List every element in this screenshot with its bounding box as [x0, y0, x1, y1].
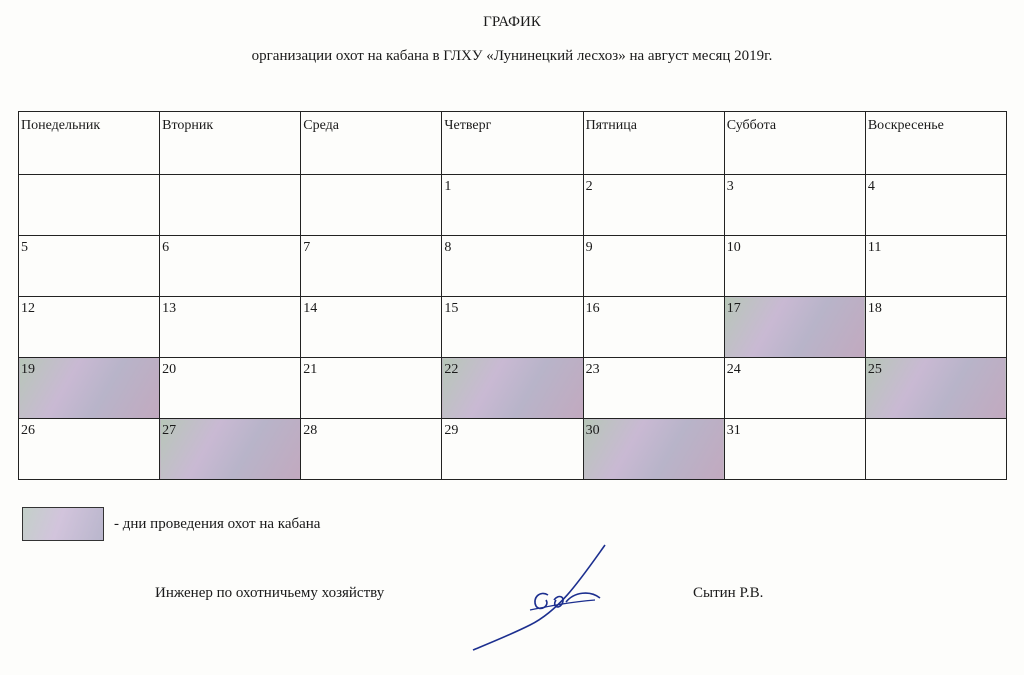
day-cell: 28 [301, 419, 442, 480]
day-cell: 31 [724, 419, 865, 480]
day-cell: 13 [160, 297, 301, 358]
day-cell: 26 [19, 419, 160, 480]
day-cell: 4 [865, 175, 1006, 236]
day-cell [301, 175, 442, 236]
day-cell: 29 [442, 419, 583, 480]
signer-name: Сытин Р.В. [693, 585, 764, 601]
day-cell: 7 [301, 236, 442, 297]
day-cell [19, 175, 160, 236]
day-cell: 21 [301, 358, 442, 419]
weekday-header-row [19, 112, 1007, 175]
weekday-header: Пятница [583, 112, 724, 175]
calendar-week-row [19, 419, 1007, 480]
document-subtitle: организации охот на кабана в ГЛХУ «Лунинецкий лесхоз» на август месяц 2019г. [251, 48, 773, 64]
day-cell: 3 [724, 175, 865, 236]
hunt-day-cell: 17 [724, 297, 865, 358]
day-cell: 1 [442, 175, 583, 236]
day-cell: 12 [19, 297, 160, 358]
calendar-week-row [19, 358, 1007, 419]
day-cell: 11 [865, 236, 1006, 297]
signature-icon [470, 540, 620, 655]
signer-position: Инженер по охотничьему хозяйству [155, 585, 385, 601]
calendar-week-row [19, 236, 1007, 297]
day-cell: 8 [442, 236, 583, 297]
hunt-day-cell: 25 [865, 358, 1006, 419]
weekday-header: Понедельник [19, 112, 160, 175]
day-cell [160, 175, 301, 236]
day-cell: 15 [442, 297, 583, 358]
weekday-header: Среда [301, 112, 442, 175]
day-cell: 23 [583, 358, 724, 419]
day-cell: 6 [160, 236, 301, 297]
day-cell: 9 [583, 236, 724, 297]
day-cell: 18 [865, 297, 1006, 358]
weekday-header: Вторник [160, 112, 301, 175]
day-cell: 24 [724, 358, 865, 419]
hunt-day-cell: 19 [19, 358, 160, 419]
hunt-day-cell: 22 [442, 358, 583, 419]
day-cell: 10 [724, 236, 865, 297]
day-cell [865, 419, 1006, 480]
legend-swatch [22, 507, 104, 541]
hunt-day-cell: 27 [160, 419, 301, 480]
hunt-calendar-table [18, 111, 1007, 480]
day-cell: 16 [583, 297, 724, 358]
day-cell: 2 [583, 175, 724, 236]
calendar-week-row [19, 175, 1007, 236]
hunt-day-cell: 30 [583, 419, 724, 480]
day-cell: 14 [301, 297, 442, 358]
day-cell: 20 [160, 358, 301, 419]
legend [22, 507, 320, 541]
weekday-header: Суббота [724, 112, 865, 175]
legend-text: - дни проведения охот на кабана [114, 515, 321, 532]
weekday-header: Воскресенье [865, 112, 1006, 175]
document-title: ГРАФИК [483, 14, 541, 30]
weekday-header: Четверг [442, 112, 583, 175]
day-cell: 5 [19, 236, 160, 297]
calendar-week-row [19, 297, 1007, 358]
